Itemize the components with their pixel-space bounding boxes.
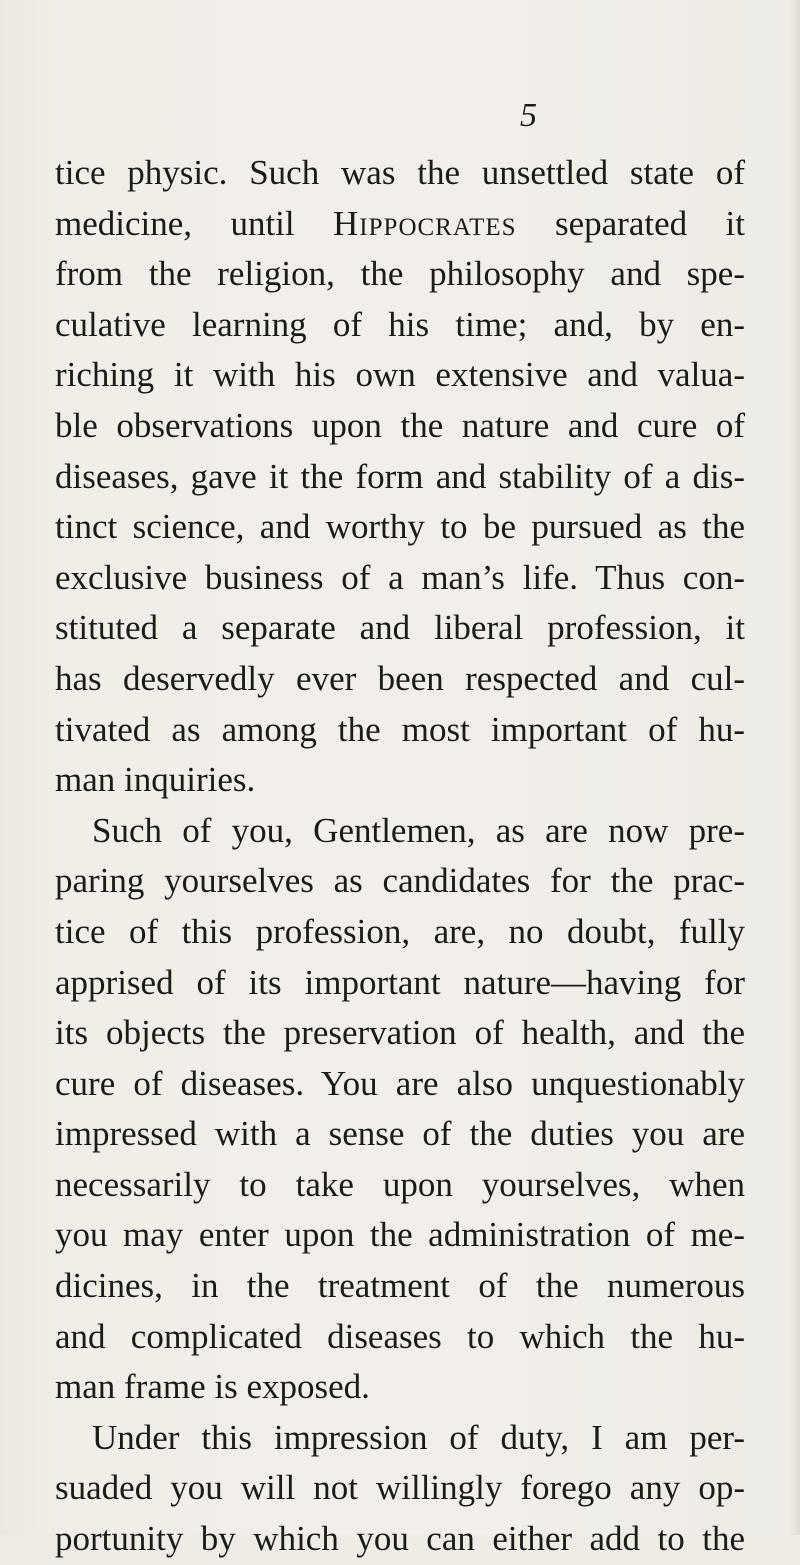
text-line: apprised of its important nature—having for: [55, 962, 745, 1002]
body-text: [55, 148, 745, 1565]
text-line: medicine, until Hippocrates separated it: [55, 203, 745, 243]
text-line: impressed with a sense of the duties you are: [55, 1114, 745, 1154]
text-line: necessarily to take upon yourselves, when: [55, 1164, 745, 1204]
text-line: tice of this profession, are, no doubt, fully: [55, 911, 745, 951]
text-line: from the religion, the philosophy and spe-: [55, 254, 745, 294]
text-line: portunity by which you can either add to the: [55, 1519, 745, 1559]
text-line: tice physic. Such was the unsettled state of: [55, 153, 745, 192]
text-line: exclusive business of a man’s life. Thus con-: [55, 557, 745, 597]
text-line: cure of diseases. You are also unquestionably: [55, 1063, 745, 1103]
text-line: has deservedly ever been respected and cul-: [55, 658, 745, 698]
text-line-paragraph-start: Such of you, Gentlemen, as are now pre-: [92, 810, 745, 850]
text-line: tinct science, and worthy to be pursued as the: [55, 507, 745, 547]
page-edge-shadow: [790, 0, 800, 1535]
text-line: stituted a separate and liberal profession, it: [55, 608, 745, 648]
text-line: dicines, in the treatment of the numerous: [55, 1266, 745, 1306]
author-name-hippocrates: Hippocrates: [333, 203, 517, 243]
text-line: riching it with his own extensive and valua-: [55, 355, 745, 395]
text-line: its objects the preservation of health, and the: [55, 1013, 745, 1053]
text-line-paragraph-end: man inquiries.: [55, 760, 256, 800]
text-line-paragraph-end: man frame is exposed.: [55, 1367, 370, 1407]
text-line: suaded you will not willingly forego any op-: [55, 1468, 745, 1508]
text-line: ble observations upon the nature and cure of: [55, 405, 745, 445]
text-line-paragraph-start: Under this impression of duty, I am per-: [92, 1417, 745, 1457]
text-line: paring yourselves as candidates for the prac-: [55, 861, 745, 901]
text-line: you may enter upon the administration of me-: [55, 1215, 745, 1255]
page-number: 5: [520, 97, 537, 134]
text-line: tivated as among the most important of hu-: [55, 709, 745, 749]
text-line: culative learning of his time; and, by en-: [55, 304, 745, 344]
text-line: diseases, gave it the form and stability of a dis-: [55, 456, 745, 496]
text-line: and complicated diseases to which the hu-: [55, 1316, 745, 1356]
